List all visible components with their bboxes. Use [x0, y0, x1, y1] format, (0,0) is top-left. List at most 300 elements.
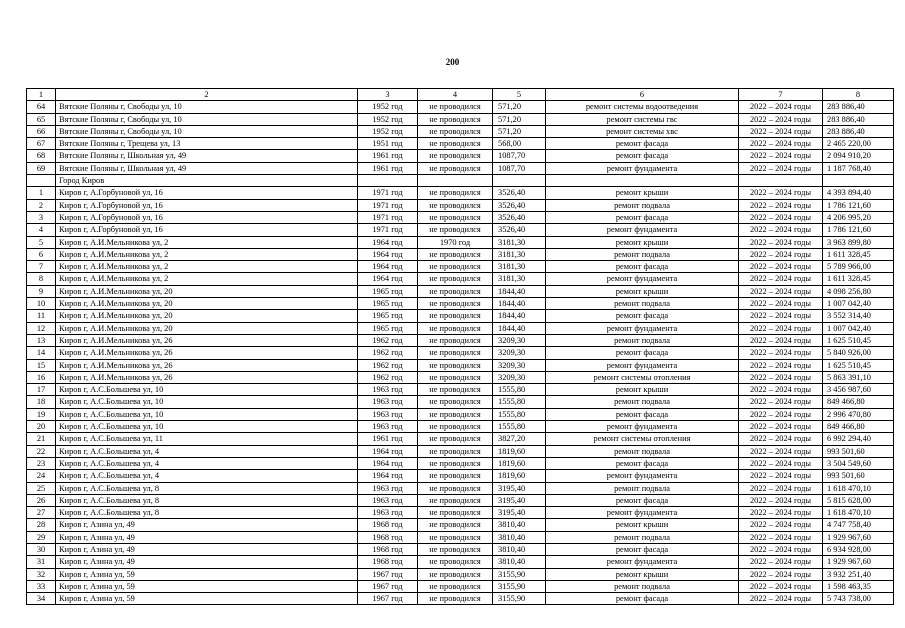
area-cell: 3810,40	[493, 531, 546, 543]
period-cell: 2022 – 2024 годы	[739, 531, 823, 543]
area-cell: 1555,80	[493, 408, 546, 420]
section-cell-empty	[358, 175, 418, 187]
table-row	[27, 211, 894, 223]
area-cell: 571,20	[493, 125, 546, 137]
section-cell-empty	[739, 175, 823, 187]
table-row	[27, 433, 894, 445]
last-repair-year-cell: не проводился	[418, 396, 493, 408]
work-type-cell: ремонт крыши	[546, 285, 739, 297]
period-cell: 2022 – 2024 годы	[739, 150, 823, 162]
address-cell: Киров г, А.Горбуновой ул, 16	[56, 224, 358, 236]
build-year-cell: 1962 год	[358, 371, 418, 383]
table-row	[27, 113, 894, 125]
work-type-cell: ремонт фундамента	[546, 162, 739, 174]
row-number-cell: 64	[27, 101, 56, 113]
last-repair-year-cell: не проводился	[418, 470, 493, 482]
address-cell: Киров г, А.И.Мельникова ул, 20	[56, 322, 358, 334]
table-row	[27, 224, 894, 236]
last-repair-year-cell: не проводился	[418, 113, 493, 125]
period-cell: 2022 – 2024 годы	[739, 396, 823, 408]
area-cell: 1844,40	[493, 322, 546, 334]
work-type-cell: ремонт фасада	[546, 543, 739, 555]
row-number-cell: 2	[27, 199, 56, 211]
last-repair-year-cell: не проводился	[418, 162, 493, 174]
build-year-cell: 1967 год	[358, 580, 418, 592]
work-type-cell: ремонт фундамента	[546, 359, 739, 371]
work-type-cell: ремонт фундамента	[546, 322, 739, 334]
address-cell: Киров г, А.С.Большева ул, 4	[56, 445, 358, 457]
area-cell: 3526,40	[493, 199, 546, 211]
section-cell-empty	[418, 175, 493, 187]
area-cell: 568,00	[493, 138, 546, 150]
table-row	[27, 531, 894, 543]
table-row	[27, 125, 894, 137]
cost-cell: 1 611 328,45	[823, 248, 894, 260]
section-cell-empty	[823, 175, 894, 187]
row-number-cell: 28	[27, 519, 56, 531]
row-number-cell: 12	[27, 322, 56, 334]
cost-cell: 4 393 894,40	[823, 187, 894, 199]
address-cell: Киров г, А.С.Большева ул, 8	[56, 494, 358, 506]
work-type-cell: ремонт фундамента	[546, 224, 739, 236]
row-number-cell: 27	[27, 507, 56, 519]
work-type-cell: ремонт фундамента	[546, 556, 739, 568]
row-number-cell: 7	[27, 261, 56, 273]
table-row	[27, 507, 894, 519]
area-cell: 3526,40	[493, 224, 546, 236]
work-type-cell: ремонт подвала	[546, 334, 739, 346]
area-cell: 1819,60	[493, 445, 546, 457]
build-year-cell: 1961 год	[358, 162, 418, 174]
row-number-cell: 16	[27, 371, 56, 383]
cost-cell: 5 840 926,00	[823, 347, 894, 359]
area-cell: 1844,40	[493, 285, 546, 297]
period-cell: 2022 – 2024 годы	[739, 101, 823, 113]
area-cell: 3181,30	[493, 273, 546, 285]
area-cell: 3526,40	[493, 187, 546, 199]
cost-cell: 993 501,60	[823, 445, 894, 457]
area-cell: 3810,40	[493, 556, 546, 568]
work-type-cell: ремонт фасада	[546, 211, 739, 223]
row-number-cell: 66	[27, 125, 56, 137]
table-row	[27, 187, 894, 199]
table-row	[27, 593, 894, 605]
row-number-cell: 32	[27, 568, 56, 580]
cost-cell: 1 618 470,10	[823, 482, 894, 494]
build-year-cell: 1971 год	[358, 211, 418, 223]
table-body-vyatskie-polyany	[27, 101, 894, 175]
address-cell: Вятские Поляны г, Школьная ул, 49	[56, 150, 358, 162]
address-cell: Киров г, Азина ул, 59	[56, 580, 358, 592]
work-type-cell: ремонт фасада	[546, 138, 739, 150]
work-type-cell: ремонт подвала	[546, 248, 739, 260]
build-year-cell: 1952 год	[358, 125, 418, 137]
cost-cell: 2 465 220,00	[823, 138, 894, 150]
work-type-cell: ремонт подвала	[546, 445, 739, 457]
period-cell: 2022 – 2024 годы	[739, 494, 823, 506]
row-number-cell: 11	[27, 310, 56, 322]
build-year-cell: 1964 год	[358, 273, 418, 285]
work-type-cell: ремонт крыши	[546, 568, 739, 580]
period-cell: 2022 – 2024 годы	[739, 162, 823, 174]
area-cell: 3209,30	[493, 334, 546, 346]
table-row	[27, 580, 894, 592]
last-repair-year-cell: не проводился	[418, 519, 493, 531]
section-kirov	[27, 175, 894, 187]
table-row	[27, 396, 894, 408]
build-year-cell: 1963 год	[358, 384, 418, 396]
period-cell: 2022 – 2024 годы	[739, 224, 823, 236]
header-cell: 5	[493, 89, 546, 101]
work-type-cell: ремонт фасада	[546, 150, 739, 162]
row-number-cell: 30	[27, 543, 56, 555]
row-number-cell: 67	[27, 138, 56, 150]
build-year-cell: 1963 год	[358, 408, 418, 420]
build-year-cell: 1968 год	[358, 519, 418, 531]
last-repair-year-cell: не проводился	[418, 482, 493, 494]
period-cell: 2022 – 2024 годы	[739, 285, 823, 297]
last-repair-year-cell: не проводился	[418, 125, 493, 137]
row-number-cell: 24	[27, 470, 56, 482]
last-repair-year-cell: не проводился	[418, 248, 493, 260]
period-cell: 2022 – 2024 годы	[739, 199, 823, 211]
area-cell: 3209,30	[493, 371, 546, 383]
build-year-cell: 1965 год	[358, 322, 418, 334]
row-number-cell: 9	[27, 285, 56, 297]
address-cell: Киров г, А.С.Большева ул, 10	[56, 384, 358, 396]
table-body-kirov	[27, 187, 894, 605]
address-cell: Киров г, А.И.Мельникова ул, 2	[56, 261, 358, 273]
row-number-cell: 65	[27, 113, 56, 125]
address-cell: Киров г, Азина ул, 59	[56, 568, 358, 580]
address-cell: Вятские Поляны г, Свободы ул, 10	[56, 101, 358, 113]
row-number-cell: 21	[27, 433, 56, 445]
row-number-cell: 10	[27, 298, 56, 310]
address-cell: Киров г, Азина ул, 59	[56, 593, 358, 605]
period-cell: 2022 – 2024 годы	[739, 322, 823, 334]
last-repair-year-cell: не проводился	[418, 384, 493, 396]
cost-cell: 1 929 967,60	[823, 556, 894, 568]
last-repair-year-cell: не проводился	[418, 568, 493, 580]
table-row	[27, 568, 894, 580]
period-cell: 2022 – 2024 годы	[739, 211, 823, 223]
address-cell: Киров г, А.С.Большева ул, 4	[56, 457, 358, 469]
work-type-cell: ремонт системы отопления	[546, 371, 739, 383]
cost-cell: 1 625 510,45	[823, 334, 894, 346]
row-number-cell: 15	[27, 359, 56, 371]
table-row	[27, 101, 894, 113]
table-row	[27, 384, 894, 396]
period-cell: 2022 – 2024 годы	[739, 543, 823, 555]
address-cell: Киров г, А.С.Большева ул, 8	[56, 507, 358, 519]
build-year-cell: 1952 год	[358, 101, 418, 113]
area-cell: 1555,80	[493, 396, 546, 408]
cost-cell: 283 886,40	[823, 101, 894, 113]
period-cell: 2022 – 2024 годы	[739, 261, 823, 273]
cost-cell: 4 098 256,80	[823, 285, 894, 297]
table-row	[27, 408, 894, 420]
work-type-cell: ремонт крыши	[546, 384, 739, 396]
area-cell: 3810,40	[493, 543, 546, 555]
address-cell: Киров г, А.Горбуновой ул, 16	[56, 187, 358, 199]
last-repair-year-cell: не проводился	[418, 310, 493, 322]
table-row	[27, 457, 894, 469]
cost-cell: 1 618 470,10	[823, 507, 894, 519]
last-repair-year-cell: не проводился	[418, 556, 493, 568]
area-cell: 3181,30	[493, 261, 546, 273]
section-title: Город Киров	[56, 175, 358, 187]
build-year-cell: 1963 год	[358, 421, 418, 433]
build-year-cell: 1962 год	[358, 334, 418, 346]
build-year-cell: 1962 год	[358, 347, 418, 359]
cost-cell: 1 786 121,60	[823, 199, 894, 211]
work-type-cell: ремонт фасада	[546, 457, 739, 469]
last-repair-year-cell: не проводился	[418, 273, 493, 285]
period-cell: 2022 – 2024 годы	[739, 273, 823, 285]
build-year-cell: 1965 год	[358, 310, 418, 322]
address-cell: Киров г, А.Горбуновой ул, 16	[56, 211, 358, 223]
section-cell-empty	[27, 175, 56, 187]
last-repair-year-cell: не проводился	[418, 211, 493, 223]
section-cell-empty	[546, 175, 739, 187]
last-repair-year-cell: не проводился	[418, 580, 493, 592]
period-cell: 2022 – 2024 годы	[739, 125, 823, 137]
work-type-cell: ремонт системы водоотведения	[546, 101, 739, 113]
address-cell: Киров г, Азина ул, 49	[56, 531, 358, 543]
period-cell: 2022 – 2024 годы	[739, 138, 823, 150]
row-number-cell: 34	[27, 593, 56, 605]
build-year-cell: 1971 год	[358, 187, 418, 199]
last-repair-year-cell: не проводился	[418, 457, 493, 469]
row-number-cell: 4	[27, 224, 56, 236]
period-cell: 2022 – 2024 годы	[739, 507, 823, 519]
work-type-cell: ремонт подвала	[546, 531, 739, 543]
work-type-cell: ремонт фасада	[546, 347, 739, 359]
cost-cell: 2 094 910,20	[823, 150, 894, 162]
address-cell: Киров г, А.И.Мельникова ул, 26	[56, 371, 358, 383]
area-cell: 3155,90	[493, 593, 546, 605]
row-number-cell: 31	[27, 556, 56, 568]
work-type-cell: ремонт фасада	[546, 310, 739, 322]
address-cell: Киров г, А.С.Большева ул, 10	[56, 408, 358, 420]
header-cell: 6	[546, 89, 739, 101]
address-cell: Киров г, Азина ул, 49	[56, 519, 358, 531]
last-repair-year-cell: не проводился	[418, 298, 493, 310]
address-cell: Вятские Поляны г, Трещева ул, 13	[56, 138, 358, 150]
table-row	[27, 347, 894, 359]
build-year-cell: 1965 год	[358, 285, 418, 297]
area-cell: 3155,90	[493, 568, 546, 580]
cost-cell: 6 934 928,00	[823, 543, 894, 555]
work-type-cell: ремонт системы отопления	[546, 433, 739, 445]
last-repair-year-cell: не проводился	[418, 507, 493, 519]
build-year-cell: 1962 год	[358, 359, 418, 371]
work-type-cell: ремонт крыши	[546, 187, 739, 199]
cost-cell: 3 456 987,60	[823, 384, 894, 396]
table-row	[27, 162, 894, 174]
address-cell: Киров г, А.И.Мельникова ул, 20	[56, 310, 358, 322]
cost-cell: 5 789 966,00	[823, 261, 894, 273]
work-type-cell: ремонт подвала	[546, 298, 739, 310]
last-repair-year-cell: не проводился	[418, 359, 493, 371]
table-row	[27, 150, 894, 162]
area-cell: 1555,80	[493, 421, 546, 433]
row-number-cell: 1	[27, 187, 56, 199]
period-cell: 2022 – 2024 годы	[739, 248, 823, 260]
area-cell: 1087,70	[493, 150, 546, 162]
address-cell: Киров г, А.Горбуновой ул, 16	[56, 199, 358, 211]
row-number-cell: 33	[27, 580, 56, 592]
period-cell: 2022 – 2024 годы	[739, 470, 823, 482]
last-repair-year-cell: не проводился	[418, 199, 493, 211]
build-year-cell: 1971 год	[358, 224, 418, 236]
header-cell: 8	[823, 89, 894, 101]
cost-cell: 1 598 463,35	[823, 580, 894, 592]
section-cell-empty	[493, 175, 546, 187]
row-number-cell: 3	[27, 211, 56, 223]
period-cell: 2022 – 2024 годы	[739, 445, 823, 457]
build-year-cell: 1968 год	[358, 543, 418, 555]
work-type-cell: ремонт подвала	[546, 199, 739, 211]
table-row	[27, 371, 894, 383]
address-cell: Киров г, А.И.Мельникова ул, 2	[56, 236, 358, 248]
area-cell: 3209,30	[493, 347, 546, 359]
cost-cell: 1 187 768,40	[823, 162, 894, 174]
table-row	[27, 273, 894, 285]
table-row	[27, 519, 894, 531]
row-number-cell: 19	[27, 408, 56, 420]
last-repair-year-cell: не проводился	[418, 421, 493, 433]
build-year-cell: 1963 год	[358, 494, 418, 506]
area-cell: 1555,80	[493, 384, 546, 396]
address-cell: Киров г, А.С.Большева ул, 11	[56, 433, 358, 445]
address-cell: Киров г, А.И.Мельникова ул, 20	[56, 285, 358, 297]
address-cell: Киров г, А.И.Мельникова ул, 26	[56, 347, 358, 359]
cost-cell: 1 786 121,60	[823, 224, 894, 236]
cost-cell: 283 886,40	[823, 125, 894, 137]
last-repair-year-cell: не проводился	[418, 531, 493, 543]
row-number-cell: 6	[27, 248, 56, 260]
work-type-cell: ремонт подвала	[546, 580, 739, 592]
address-cell: Киров г, А.С.Большева ул, 8	[56, 482, 358, 494]
cost-cell: 4 747 758,40	[823, 519, 894, 531]
table-row	[27, 322, 894, 334]
cost-cell: 849 466,80	[823, 421, 894, 433]
period-cell: 2022 – 2024 годы	[739, 482, 823, 494]
section-row	[27, 175, 894, 187]
work-type-cell: ремонт системы гвс	[546, 113, 739, 125]
cost-cell: 283 886,40	[823, 113, 894, 125]
row-number-cell: 25	[27, 482, 56, 494]
header-cell: 7	[739, 89, 823, 101]
work-type-cell: ремонт фасада	[546, 593, 739, 605]
period-cell: 2022 – 2024 годы	[739, 371, 823, 383]
row-number-cell: 20	[27, 421, 56, 433]
period-cell: 2022 – 2024 годы	[739, 580, 823, 592]
work-type-cell: ремонт фундамента	[546, 421, 739, 433]
table-row	[27, 482, 894, 494]
area-cell: 1844,40	[493, 310, 546, 322]
row-number-cell: 23	[27, 457, 56, 469]
address-cell: Вятские Поляны г, Свободы ул, 10	[56, 125, 358, 137]
row-number-cell: 68	[27, 150, 56, 162]
last-repair-year-cell: не проводился	[418, 224, 493, 236]
period-cell: 2022 – 2024 годы	[739, 310, 823, 322]
build-year-cell: 1964 год	[358, 457, 418, 469]
build-year-cell: 1961 год	[358, 433, 418, 445]
header-cell: 3	[358, 89, 418, 101]
last-repair-year-cell: не проводился	[418, 408, 493, 420]
table-row	[27, 359, 894, 371]
build-year-cell: 1952 год	[358, 113, 418, 125]
cost-cell: 1 611 328,45	[823, 273, 894, 285]
area-cell: 3155,90	[493, 580, 546, 592]
last-repair-year-cell: не проводился	[418, 445, 493, 457]
cost-cell: 5 863 391,10	[823, 371, 894, 383]
row-number-cell: 69	[27, 162, 56, 174]
area-cell: 3195,40	[493, 507, 546, 519]
header-cell: 2	[56, 89, 358, 101]
area-cell: 1819,60	[493, 470, 546, 482]
last-repair-year-cell: не проводился	[418, 334, 493, 346]
last-repair-year-cell: не проводился	[418, 150, 493, 162]
period-cell: 2022 – 2024 годы	[739, 519, 823, 531]
table-row	[27, 298, 894, 310]
area-cell: 1819,60	[493, 457, 546, 469]
last-repair-year-cell: не проводился	[418, 187, 493, 199]
last-repair-year-cell: 1970 год	[418, 236, 493, 248]
table-row	[27, 285, 894, 297]
address-cell: Киров г, А.С.Большева ул, 10	[56, 396, 358, 408]
area-cell: 3195,40	[493, 482, 546, 494]
area-cell: 3181,30	[493, 248, 546, 260]
build-year-cell: 1963 год	[358, 507, 418, 519]
address-cell: Вятские Поляны г, Школьная ул, 49	[56, 162, 358, 174]
work-type-cell: ремонт фасада	[546, 408, 739, 420]
table-header-row	[27, 89, 894, 101]
cost-cell: 4 206 995,20	[823, 211, 894, 223]
work-type-cell: ремонт фасада	[546, 494, 739, 506]
table-row	[27, 421, 894, 433]
build-year-cell: 1964 год	[358, 261, 418, 273]
build-year-cell: 1968 год	[358, 556, 418, 568]
table-row	[27, 543, 894, 555]
build-year-cell: 1968 год	[358, 531, 418, 543]
work-type-cell: ремонт подвала	[546, 396, 739, 408]
address-cell: Киров г, А.И.Мельникова ул, 20	[56, 298, 358, 310]
area-cell: 3195,40	[493, 494, 546, 506]
build-year-cell: 1967 год	[358, 568, 418, 580]
last-repair-year-cell: не проводился	[418, 543, 493, 555]
build-year-cell: 1963 год	[358, 482, 418, 494]
address-cell: Вятские Поляны г, Свободы ул, 10	[56, 113, 358, 125]
build-year-cell: 1965 год	[358, 298, 418, 310]
table-row	[27, 494, 894, 506]
work-type-cell: ремонт фундамента	[546, 273, 739, 285]
row-number-cell: 22	[27, 445, 56, 457]
row-number-cell: 14	[27, 347, 56, 359]
area-cell: 3181,30	[493, 236, 546, 248]
row-number-cell: 26	[27, 494, 56, 506]
area-cell: 1844,40	[493, 298, 546, 310]
period-cell: 2022 – 2024 годы	[739, 457, 823, 469]
build-year-cell: 1964 год	[358, 445, 418, 457]
cost-cell: 5 743 738,00	[823, 593, 894, 605]
last-repair-year-cell: не проводился	[418, 285, 493, 297]
last-repair-year-cell: не проводился	[418, 101, 493, 113]
cost-cell: 3 963 899,80	[823, 236, 894, 248]
area-cell: 3209,30	[493, 359, 546, 371]
